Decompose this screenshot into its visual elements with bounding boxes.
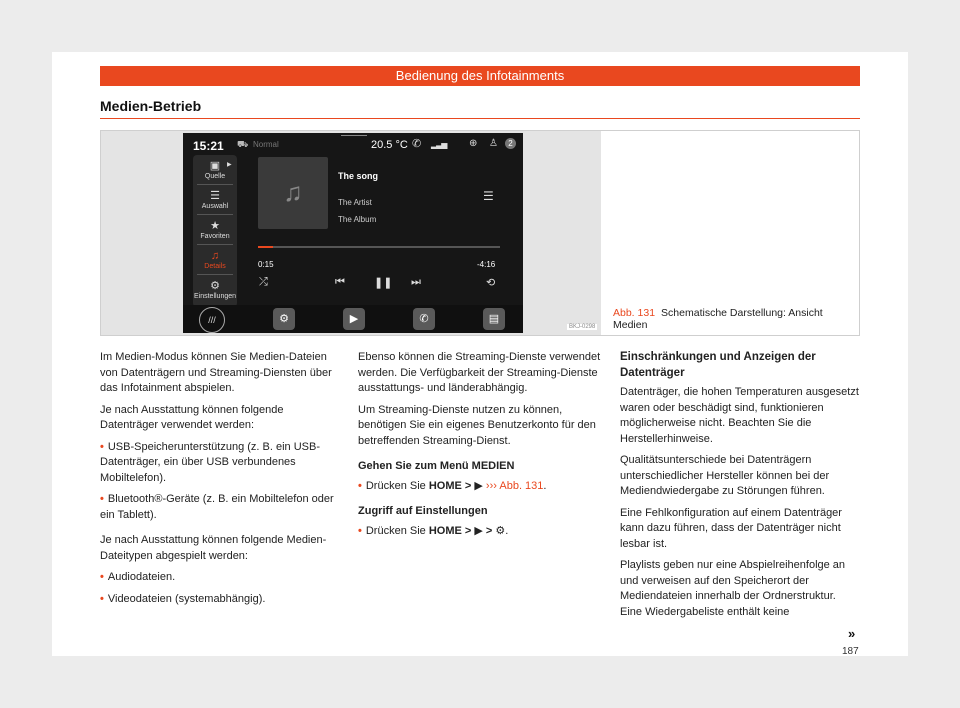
sidebar-divider — [197, 214, 233, 215]
user-icon[interactable]: ♙ — [489, 138, 498, 149]
previous-track-icon[interactable]: ⏮ — [335, 276, 345, 288]
paragraph: Ebenso können die Streaming-Dienste verwendet werden. Die Verfügbarkeit der Streaming-Dienste ausstattungs- und länderabhängig. — [358, 351, 601, 394]
sidebar-item-label: Details — [204, 263, 226, 270]
progress-bar[interactable] — [258, 246, 500, 248]
caption-text: Schematische Darstellung: Ansicht Medien — [613, 307, 823, 331]
media-app-icon[interactable]: ▶ — [343, 308, 365, 330]
sidebar-divider — [197, 274, 233, 275]
sidebar-item-label: Quelle — [204, 173, 226, 180]
cube-icon: ▣ — [209, 160, 221, 172]
sidebar-item-einstellungen[interactable] — [193, 279, 237, 300]
clock: 15:21 — [193, 139, 224, 153]
step-text: Drücken Sie — [365, 524, 426, 537]
paragraph: Playlists geben nur eine Abspielreihenfolge an und verweisen auf den Speicherort der Mediendateien innerhalb der Ordnerstruktur. Eine Wiedergabeliste enthält keine — [620, 559, 846, 618]
phone-app-icon[interactable]: ✆ — [413, 308, 435, 330]
page-number: 187 — [842, 646, 859, 657]
column-3 — [620, 350, 860, 626]
list-icon: ☰ — [210, 190, 220, 202]
section-divider — [100, 118, 860, 119]
play-small-icon: ▶ — [227, 162, 232, 168]
bottom-dock — [183, 305, 523, 333]
list-item — [100, 570, 344, 586]
music-note-icon: ♫ — [210, 250, 220, 262]
figure-code: BKJ-0298 — [569, 324, 596, 330]
infotainment-screen — [183, 133, 523, 333]
ref-arrows: ››› — [485, 479, 497, 492]
progress-fill — [258, 246, 273, 248]
gear-icon: ⚙ — [210, 280, 220, 292]
list-item — [100, 592, 344, 608]
media-sidebar — [193, 155, 237, 307]
list-item-text: Videodateien (systemabhängig). — [107, 592, 266, 605]
temperature: 20.5 °C — [371, 139, 408, 151]
globe-icon[interactable]: ⊕ — [469, 138, 478, 149]
column-1 — [100, 350, 344, 613]
instruction-step — [358, 479, 602, 495]
sidebar-item-favoriten[interactable] — [193, 219, 237, 240]
signal-icon: ▂▃▅ — [431, 140, 447, 149]
home-label: HOME > — [428, 524, 472, 537]
song-title: The song — [338, 171, 378, 181]
drive-mode: Normal — [253, 140, 279, 149]
remaining-time: -4:16 — [477, 260, 496, 269]
apps-icon[interactable]: ▤ — [483, 308, 505, 330]
continue-mark: » — [848, 626, 856, 641]
sidebar-item-label: Einstellungen — [193, 293, 237, 300]
bullet-icon: • — [100, 493, 104, 505]
paragraph: Je nach Ausstattung können folgende Medien-Dateitypen abgespielt werden: — [100, 534, 327, 562]
figure-link[interactable]: Abb. 131 — [499, 479, 544, 492]
star-icon: ★ — [210, 220, 220, 232]
sidebar-item-details[interactable] — [193, 249, 237, 270]
artist-name: The Artist — [338, 198, 372, 207]
paragraph: Datenträger, die hohen Temperaturen ausgesetzt waren oder beschädigt sind, funktionieren möglicherweise nicht. Beachten Sie die Herstellerhinweise. — [620, 386, 859, 445]
list-item — [100, 492, 344, 523]
play-icon: ▶ — [474, 524, 483, 537]
sidebar-divider — [197, 244, 233, 245]
home-button[interactable]: /// — [199, 307, 225, 333]
sidebar-divider — [197, 184, 233, 185]
settings-app-icon[interactable]: ⚙ — [273, 308, 295, 330]
paragraph: Eine Fehlkonfiguration auf einem Datenträger kann dazu führen, dass der Datenträger nicht lesbar ist. — [620, 506, 842, 550]
playlist-icon[interactable]: ☰ — [483, 189, 494, 203]
paragraph: Im Medien-Modus können Sie Medien-Dateien von Datenträgern und Streaming-Diensten über das Infotainment abspielen. — [100, 351, 332, 394]
section-title: Medien-Betrieb — [100, 98, 202, 114]
phone-icon: ✆ — [412, 138, 422, 150]
caption-ref: Abb. 131 — [613, 307, 656, 319]
subheading: Gehen Sie zum Menü MEDIEN — [358, 460, 515, 472]
paragraph: Um Streaming-Dienste nutzen zu können, benötigen Sie ein eigenes Benutzerkonto für den betreffenden Streaming-Dienst. — [358, 403, 596, 447]
step-end: . — [543, 479, 547, 492]
top-handle — [341, 135, 367, 136]
bullet-icon: • — [358, 479, 362, 492]
list-item — [100, 440, 344, 487]
paragraph: Je nach Ausstattung können folgende Datenträger verwendet werden: — [100, 403, 284, 431]
column-2 — [358, 350, 602, 545]
car-icon: ⛟ — [237, 139, 249, 149]
bullet-icon: • — [100, 592, 104, 605]
album-name: The Album — [338, 215, 377, 224]
separator: > — [485, 524, 493, 537]
figure-caption — [613, 307, 853, 331]
notification-badge[interactable]: 2 — [505, 138, 516, 149]
bullet-icon: • — [100, 440, 104, 453]
chapter-header: Bedienung des Infotainments — [100, 66, 860, 86]
gear-icon: ⚙ — [495, 524, 506, 537]
shuffle-icon[interactable]: ⤮ — [259, 276, 268, 288]
list-item-text: USB-Speicherunterstützung (z. B. ein USB-Datenträger, ein über USB verbundenes Mobiltelefon). — [100, 440, 321, 484]
bullet-icon: • — [100, 571, 104, 583]
music-note-icon: ♫ — [283, 177, 303, 207]
sidebar-item-auswahl[interactable] — [193, 189, 237, 210]
home-label: HOME > — [428, 479, 472, 492]
play-icon: ▶ — [474, 479, 483, 492]
album-art — [258, 157, 328, 229]
list-item-text: Audiodateien. — [107, 571, 176, 583]
list-item-text: Bluetooth®-Geräte (z. B. ein Mobiltelefon oder ein Tablett). — [100, 493, 334, 521]
pause-icon[interactable]: ❚❚ — [374, 277, 393, 289]
step-end: . — [505, 524, 509, 537]
figure-131 — [100, 130, 860, 336]
repeat-icon[interactable]: ⟲ — [486, 277, 496, 289]
bullet-icon: • — [358, 524, 362, 537]
sidebar-item-label: Auswahl — [201, 203, 229, 210]
elapsed-time: 0:15 — [258, 260, 274, 269]
instruction-step — [358, 524, 602, 540]
sidebar-item-label: Favoriten — [200, 233, 230, 240]
step-text: Drücken Sie — [365, 479, 426, 492]
next-track-icon[interactable]: ⏭ — [411, 276, 421, 288]
subheading: Einschränkungen und Anzeigen der Datenträger — [620, 351, 816, 379]
paragraph: Qualitätsunterschiede bei Datenträgern unterschiedlicher Hersteller können bei der Mediendwiedergabe zu Störungen führen. — [620, 454, 830, 497]
subheading: Zugriff auf Einstellungen — [358, 505, 488, 517]
